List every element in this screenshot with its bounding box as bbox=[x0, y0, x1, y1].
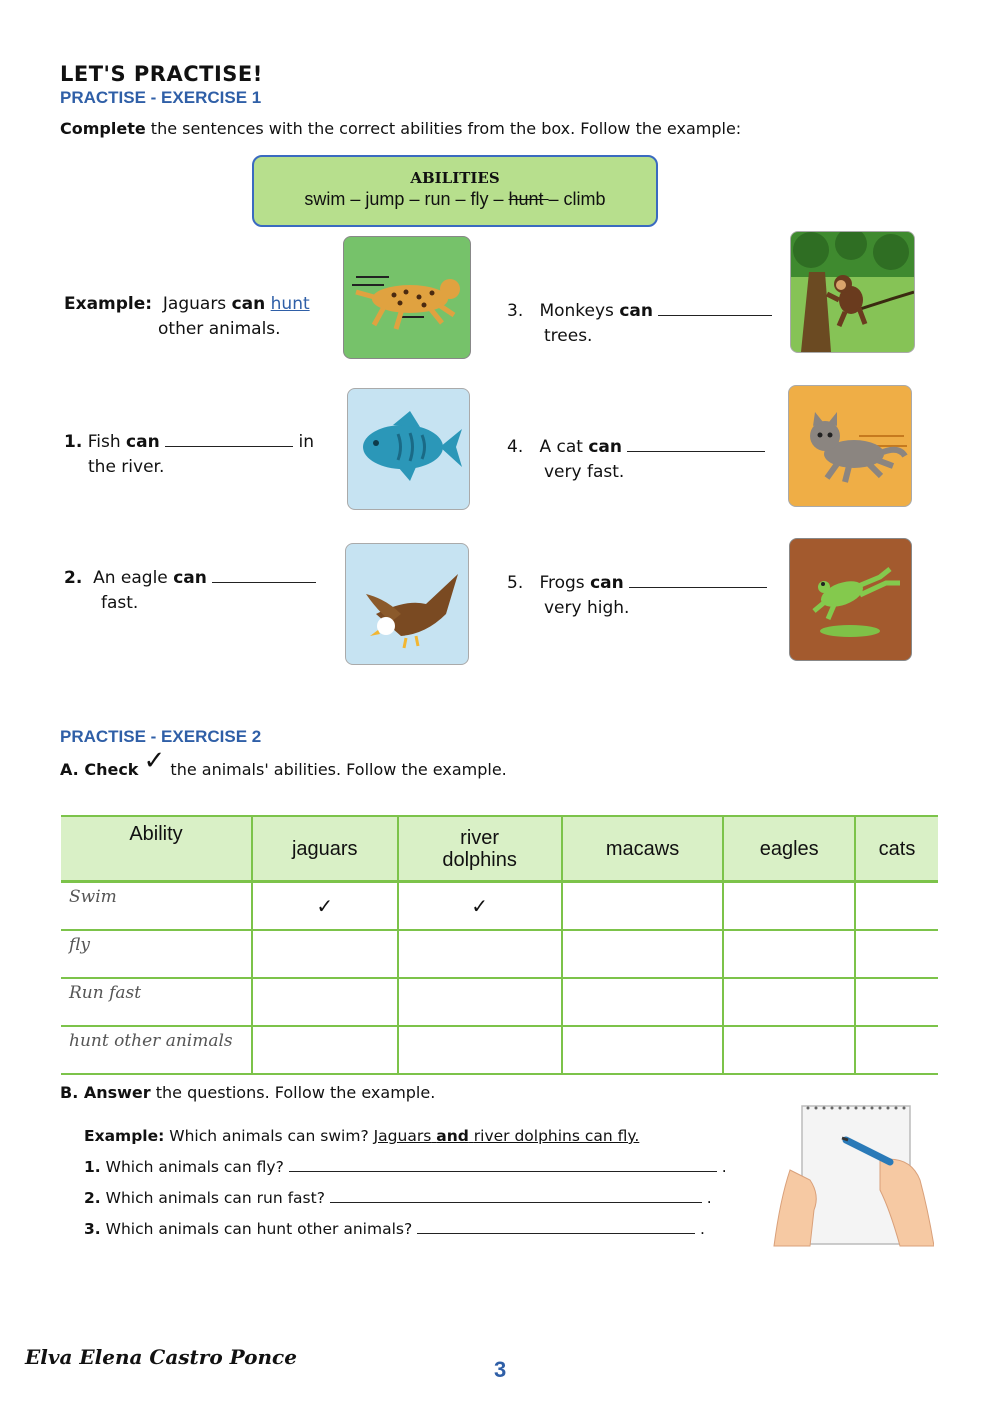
ability-cell: hunt other animals bbox=[61, 1026, 252, 1074]
answer-blank-2[interactable] bbox=[212, 564, 316, 583]
answer-line-1[interactable] bbox=[289, 1157, 717, 1172]
check-cell[interactable] bbox=[252, 978, 398, 1026]
header-eagles: eagles bbox=[723, 816, 855, 882]
answer-blank-1[interactable] bbox=[165, 428, 293, 447]
exercise2-instructions-a: A. Check ✓ the animals' abilities. Follow the example. bbox=[60, 746, 507, 779]
page-title: LET'S PRACTISE! bbox=[60, 62, 263, 86]
check-cell[interactable] bbox=[252, 930, 398, 978]
check-mark-icon: ✓ bbox=[143, 746, 166, 776]
exercise1-title: PRACTISE - EXERCISE 1 bbox=[60, 88, 262, 107]
cat-running-icon bbox=[788, 385, 912, 507]
check-cell[interactable] bbox=[398, 1026, 562, 1074]
sentence-1: 1. Fish can in the river. bbox=[64, 428, 314, 480]
sentence-2: 2. An eagle can fast. bbox=[64, 564, 316, 616]
answer-line-2[interactable] bbox=[330, 1188, 702, 1203]
jaguar-running-icon bbox=[343, 236, 471, 359]
check-cell[interactable] bbox=[723, 978, 855, 1026]
check-cell[interactable] bbox=[723, 882, 855, 931]
table-row bbox=[61, 882, 938, 931]
sentence-5: 5. Frogs can very high. bbox=[507, 569, 767, 621]
author-signature: Elva Elena Castro Ponce bbox=[25, 1345, 297, 1369]
answer-line-3[interactable] bbox=[417, 1219, 695, 1234]
abilities-box bbox=[252, 155, 658, 227]
exercise2-title: PRACTISE - EXERCISE 2 bbox=[60, 727, 262, 746]
check-cell[interactable] bbox=[855, 1026, 938, 1074]
check-cell[interactable] bbox=[723, 930, 855, 978]
answer-blank-3[interactable] bbox=[658, 297, 772, 316]
check-cell[interactable] bbox=[398, 930, 562, 978]
answer-blank-4[interactable] bbox=[627, 433, 765, 452]
ability-cell: Swim bbox=[61, 882, 252, 931]
struck-word: hunt bbox=[508, 189, 549, 209]
hand-writing-notepad-icon bbox=[770, 1100, 934, 1248]
question-2: 2. Which animals can run fast? . bbox=[84, 1189, 712, 1207]
check-cell[interactable]: ✓ bbox=[398, 882, 562, 931]
part-b-instructions: B. Answer the questions. Follow the example. bbox=[60, 1083, 436, 1102]
check-cell[interactable]: ✓ bbox=[252, 882, 398, 931]
check-cell[interactable] bbox=[252, 1026, 398, 1074]
table-row bbox=[61, 978, 938, 1026]
check-cell[interactable] bbox=[855, 978, 938, 1026]
check-cell[interactable] bbox=[855, 882, 938, 931]
part-b-example: Example: Which animals can swim? Jaguars and river dolphins can fly. bbox=[84, 1127, 640, 1145]
check-cell[interactable] bbox=[562, 930, 724, 978]
eagle-flying-icon bbox=[345, 543, 469, 665]
exercise1-instructions: Complete the sentences with the correct abilities from the box. Follow the example: bbox=[60, 119, 742, 138]
fish-icon bbox=[347, 388, 470, 510]
example-sentence: Example: Jaguars can hunt other animals. bbox=[64, 294, 310, 339]
ability-cell: fly bbox=[61, 930, 252, 978]
frog-jumping-icon bbox=[789, 538, 912, 661]
question-1: 1. Which animals can fly? . bbox=[84, 1158, 727, 1176]
table-row bbox=[61, 930, 938, 978]
header-macaws: macaws bbox=[562, 816, 724, 882]
question-3: 3. Which animals can hunt other animals? . bbox=[84, 1220, 705, 1238]
header-cats: cats bbox=[855, 816, 938, 882]
header-river-dolphins: river dolphins bbox=[398, 816, 562, 882]
monkey-climbing-icon bbox=[790, 231, 915, 353]
check-cell[interactable] bbox=[723, 1026, 855, 1074]
abilities-list: swim – jump – run – fly – hunt – climb bbox=[304, 189, 606, 209]
abilities-title: ABILITIES bbox=[410, 169, 500, 187]
check-cell[interactable] bbox=[855, 930, 938, 978]
header-jaguars: jaguars bbox=[252, 816, 398, 882]
check-cell[interactable] bbox=[398, 978, 562, 1026]
ability-cell: Run fast bbox=[61, 978, 252, 1026]
abilities-table bbox=[61, 815, 938, 1075]
table-row bbox=[61, 1026, 938, 1074]
answer-blank-5[interactable] bbox=[629, 569, 767, 588]
check-cell[interactable] bbox=[562, 1026, 724, 1074]
check-cell[interactable] bbox=[562, 978, 724, 1026]
header-ability: Ability bbox=[61, 816, 252, 882]
sentence-4: 4. A cat can very fast. bbox=[507, 433, 765, 485]
check-cell[interactable] bbox=[562, 882, 724, 931]
page-number: 3 bbox=[494, 1357, 507, 1382]
sentence-3: 3. Monkeys can trees. bbox=[507, 297, 772, 349]
